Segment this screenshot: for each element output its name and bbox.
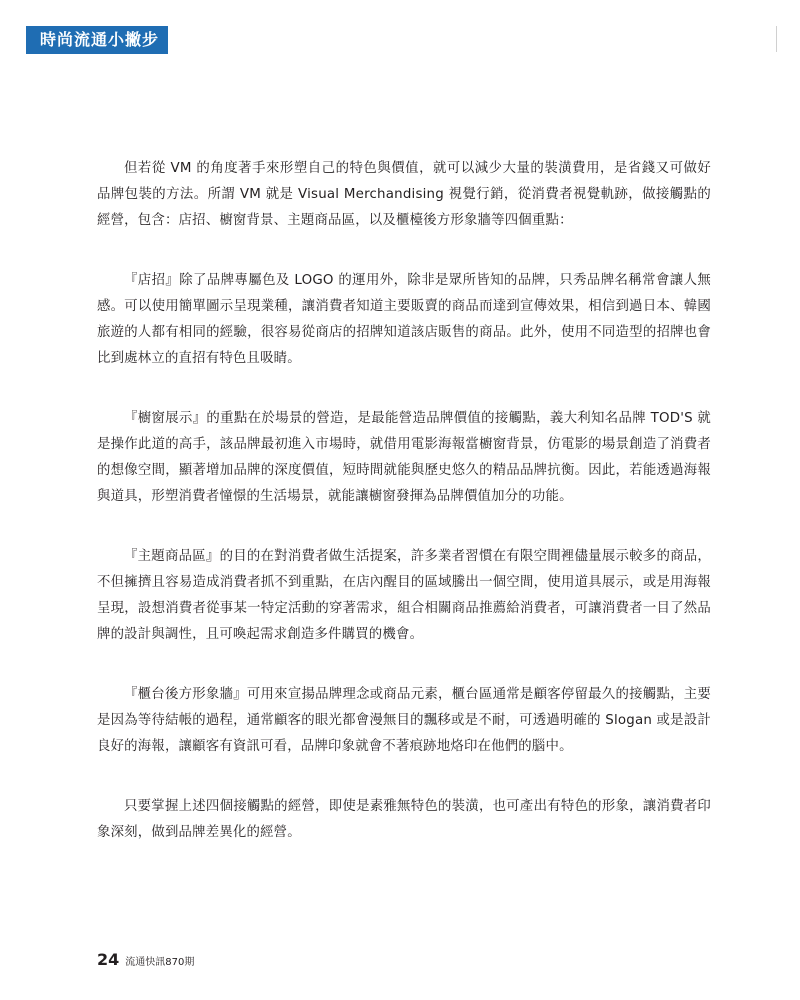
section-title: 時尚流通小撇步 — [40, 30, 160, 49]
article-body — [97, 156, 711, 880]
paragraph-conclusion: 只要掌握上述四個接觸點的經營，即使是素雅無特色的裝潢，也可產出有特色的形象，讓消費者印象深刻，做到品牌差異化的經營。 — [97, 799, 711, 840]
magazine-issue: 流通快訊870期 — [125, 957, 195, 968]
paragraph-theme-product-area: 『主題商品區』的目的在對消費者做生活提案，許多業者習慣在有限空間裡儘量展示較多的商品，不但擁擠且容易造成消費者抓不到重點，在店內醒目的區域騰出一個空間，使用道具展示，或是用海報呈現，設想消費者從事某一特定活動的穿著需求，組合相關商品推薦給消費者，可讓消費者一目了然品牌的設計與調性，且可喚起需求創造多件購買的機會。 — [97, 549, 711, 642]
paragraph-window-display: 『櫥窗展示』的重點在於場景的營造，是最能營造品牌價值的接觸點，義大利知名品牌 TOD'S 就是操作此道的高手，該品牌最初進入市場時，就借用電影海報當櫥窗背景，仿電影的場景創造了消費者的想像空間，顯著增加品牌的深度價值，短時間就能與歷史悠久的精品品牌抗衡。因此，若能透過海報與道具，形塑消費者憧憬的生活場景，就能讓櫥窗發揮為品牌價值加分的功能。 — [97, 411, 711, 504]
paragraph-counter-image-wall: 『櫃台後方形象牆』可用來宣揚品牌理念或商品元素，櫃台區通常是顧客停留最久的接觸點，主要是因為等待結帳的過程，通常顧客的眼光都會漫無目的飄移或是不耐，可透過明確的 Slogan 或是設計良好的海報，讓顧客有資訊可看，品牌印象就會不著痕跡地烙印在他們的腦中。 — [97, 687, 711, 754]
page-footer — [97, 950, 194, 974]
section-title-tab — [26, 26, 168, 54]
paragraph-intro: 但若從 VM 的角度著手來形塑自己的特色與價值，就可以減少大量的裝潢費用，是省錢又可做好品牌包裝的方法。所謂 VM 就是 Visual Merchandising 視覺行銷，從消費者視覺軌跡，做接觸點的經營，包含：店招、櫥窗背景、主題商品區，以及櫃檯後方形象牆等四個重點： — [97, 161, 711, 228]
page-edge-divider — [776, 26, 777, 52]
paragraph-signboard: 『店招』除了品牌專屬色及 LOGO 的運用外，除非是眾所皆知的品牌，只秀品牌名稱常會讓人無感。可以使用簡單圖示呈現業種，讓消費者知道主要販賣的商品而達到宣傳效果，相信到過日本、韓國旅遊的人都有相同的經驗，很容易從商店的招牌知道該店販售的商品。此外，使用不同造型的招牌也會比到處林立的直招有特色且吸睛。 — [97, 273, 711, 366]
page-number: 24 — [97, 950, 120, 969]
